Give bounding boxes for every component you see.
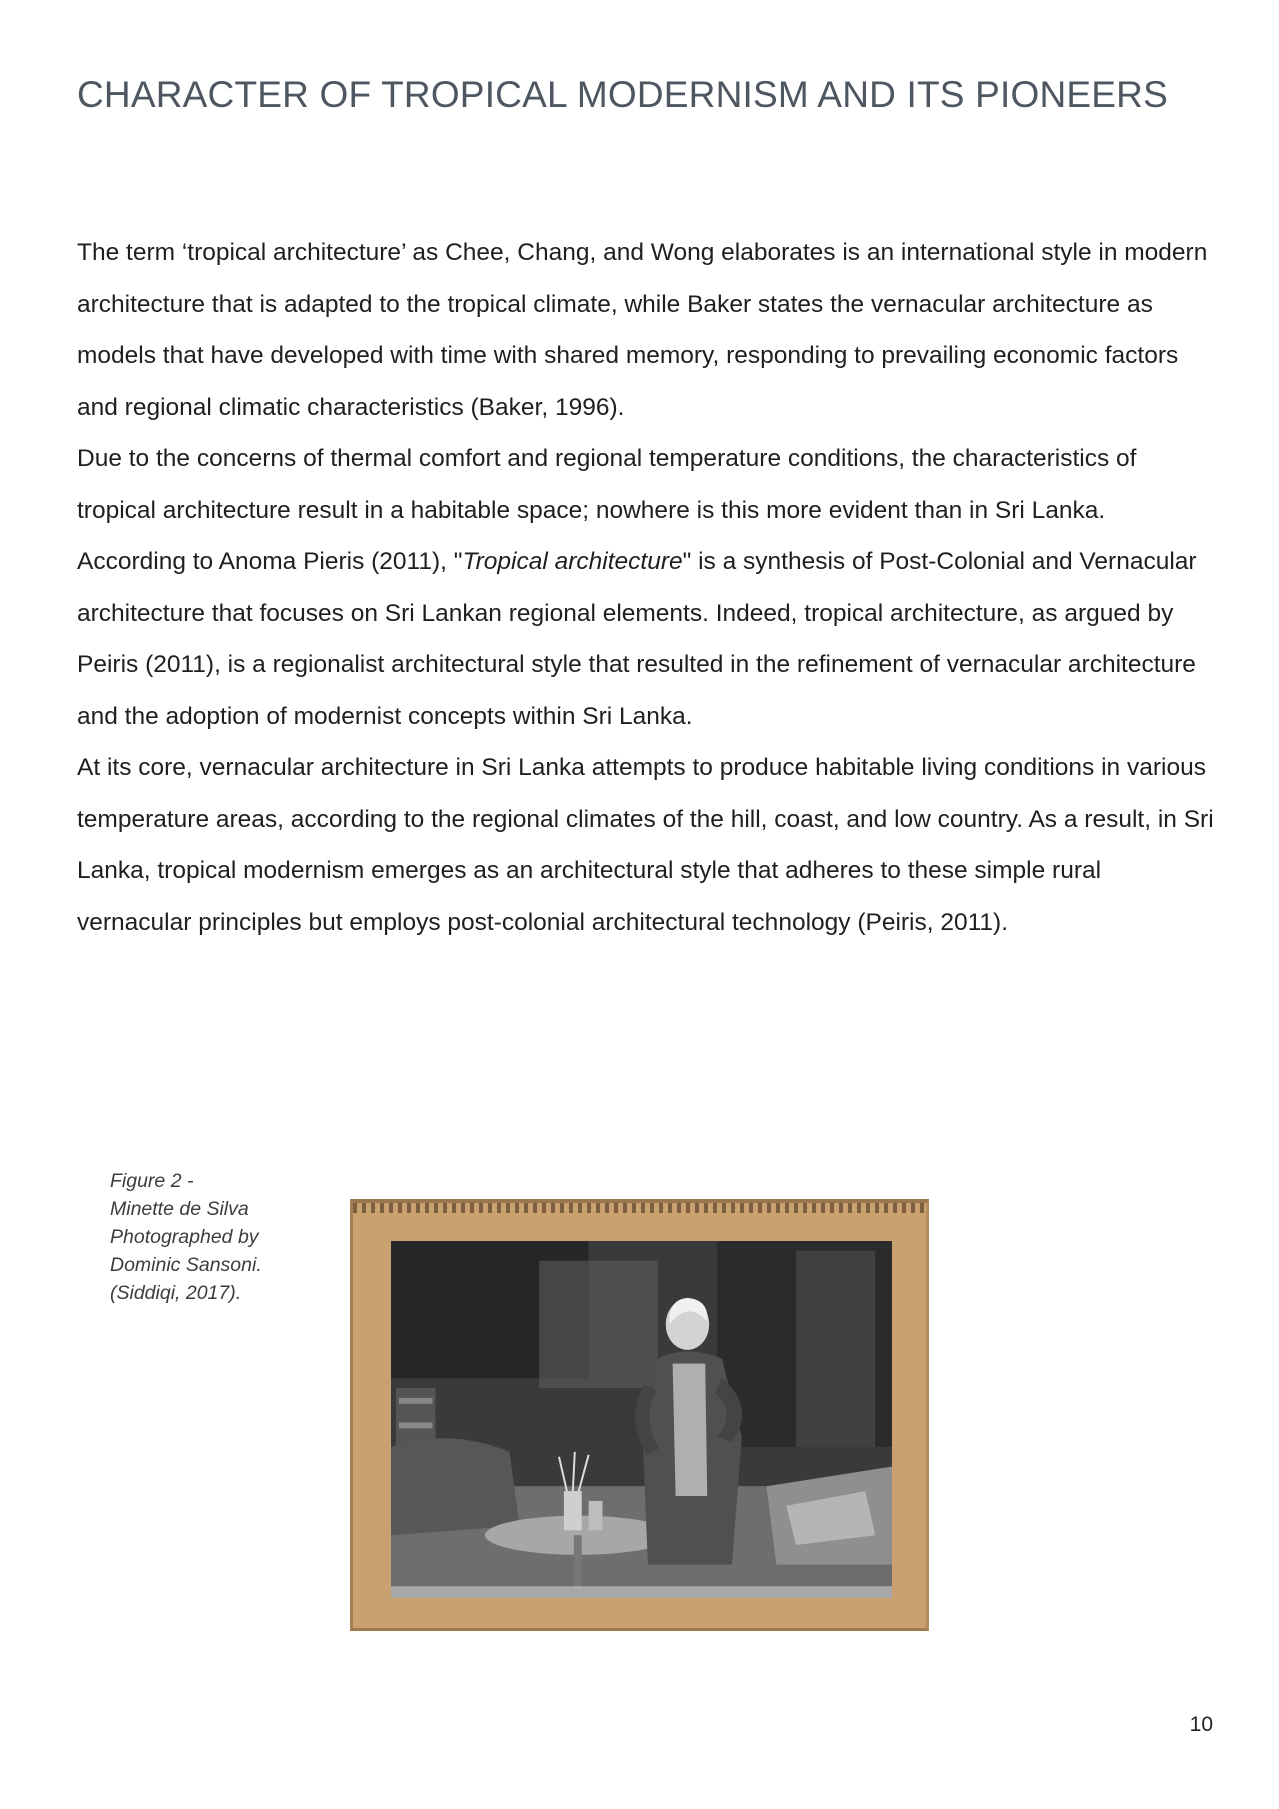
caption-line: Photographed by [110, 1226, 259, 1248]
framed-photograph [350, 1199, 929, 1631]
paragraph-2 [77, 433, 1217, 742]
paragraph-3: At its core, vernacular architecture in Sri Lanka attempts to produce habitable living conditions in various temperature areas, according to the regional climates of the hill, coast, and low country. As a result, in Sri Lanka, tropical modernism emerges as an architectural style that adheres to these simple rural vernacular principles but employs post-colonial architectural technology (Peiris, 2011). [77, 754, 1214, 936]
paragraph-2-italic-term: Tropical architecture [462, 548, 683, 575]
caption-line: (Siddiqi, 2017). [110, 1282, 242, 1304]
caption-line: Minette de Silva [110, 1198, 249, 1220]
photograph-illustration [391, 1241, 892, 1598]
paragraph-2-text-after: " is a synthesis of Post-Colonial and Vernacular architecture that focuses on Sri Lankan regional elements. Indeed, tropical architecture, as argued by Peiris (2011), is a regionalist architectural style that resulted in the refinement of vernacular architecture and the adoption of modernist concepts within Sri Lanka. [77, 548, 1197, 730]
page-number: 10 [1189, 1713, 1213, 1736]
paragraph-1: The term ‘tropical architecture’ as Chee, Chang, and Wong elaborates is an international style in modern architecture that is adapted to the tropical climate, while Baker states the vernacular architecture as models that have developed with time with shared memory, responding to prevailing economic factors and regional climatic characteristics (Baker, 1996). [77, 239, 1208, 421]
body-text [77, 227, 1217, 948]
page-title: CHARACTER OF TROPICAL MODERNISM AND ITS PIONEERS [77, 74, 1168, 115]
frame-top-edge [353, 1203, 926, 1213]
caption-line: Dominic Sansoni. [110, 1254, 262, 1276]
caption-line: Figure 2 - [110, 1170, 194, 1192]
photograph [391, 1241, 892, 1598]
figure-caption [110, 1167, 300, 1307]
paragraph-2-text-before: Due to the concerns of thermal comfort and regional temperature conditions, the characteristics of tropical architecture result in a habitable space; nowhere is this more evident than in Sri Lanka. According to Anoma Pieris (2011), " [77, 445, 1137, 575]
